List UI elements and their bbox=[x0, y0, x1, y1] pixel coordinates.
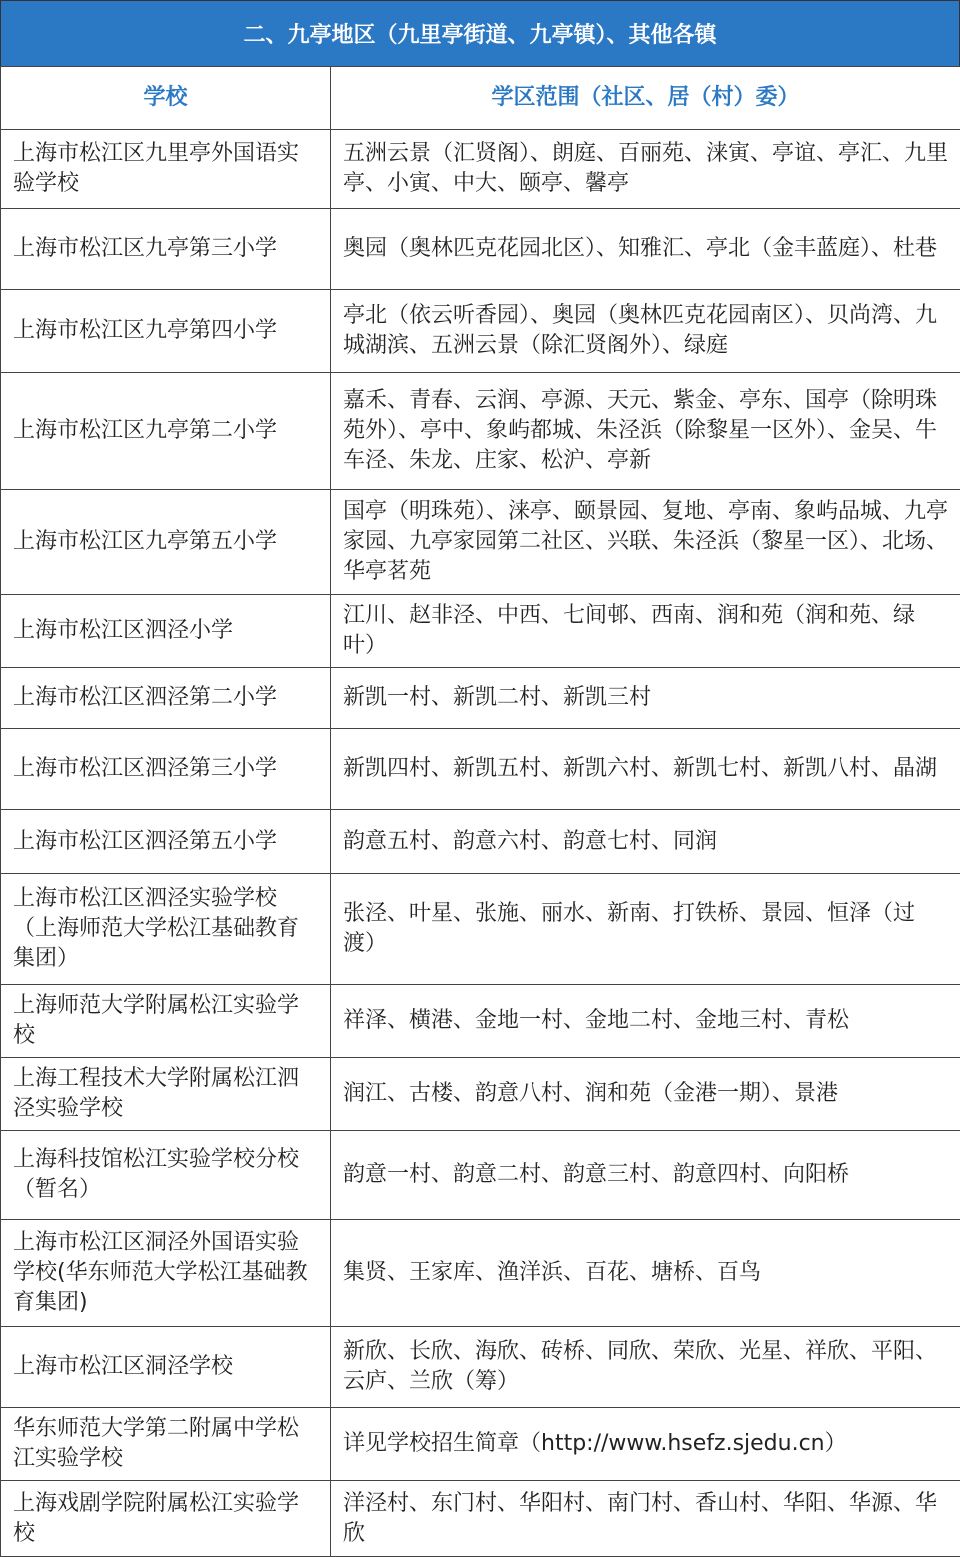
range-cell: 新欣、长欣、海欣、砖桥、同欣、荣欣、光星、祥欣、平阳、云庐、兰欣（筹） bbox=[331, 1327, 960, 1408]
table-row bbox=[1, 1220, 960, 1327]
table-row bbox=[1, 874, 960, 985]
school-cell: 上海市松江区洞泾学校 bbox=[1, 1327, 331, 1408]
table-row bbox=[1, 595, 960, 668]
header-row bbox=[1, 67, 960, 130]
table-row bbox=[1, 209, 960, 290]
school-cell: 上海师范大学附属松江实验学校 bbox=[1, 985, 331, 1058]
table-row bbox=[1, 1481, 960, 1557]
range-cell: 奥园（奥林匹克花园北区）、知雅汇、亭北（金丰蓝庭）、杜巷 bbox=[331, 209, 960, 290]
table-row bbox=[1, 729, 960, 810]
table-title: 二、九亭地区（九里亭街道、九亭镇）、其他各镇 bbox=[0, 0, 960, 66]
range-cell: 韵意五村、韵意六村、韵意七村、同润 bbox=[331, 810, 960, 874]
table-row bbox=[1, 985, 960, 1058]
range-cell: 江川、赵非泾、中西、七间邨、西南、润和苑（润和苑、绿叶） bbox=[331, 595, 960, 668]
range-cell: 国亭（明珠苑）、涞亭、颐景园、复地、亭南、象屿品城、九亭家园、九亭家园第二社区、兴联、朱泾浜（黎星一区）、北场、华亭茗苑 bbox=[331, 490, 960, 595]
school-cell: 上海科技馆松江实验学校分校（暂名） bbox=[1, 1131, 331, 1220]
school-cell: 上海市松江区泗泾第五小学 bbox=[1, 810, 331, 874]
school-cell: 上海戏剧学院附属松江实验学校 bbox=[1, 1481, 331, 1557]
table-row bbox=[1, 490, 960, 595]
table-row bbox=[1, 810, 960, 874]
table-row bbox=[1, 1058, 960, 1131]
school-cell: 华东师范大学第二附属中学松江实验学校 bbox=[1, 1408, 331, 1481]
range-cell: 新凯一村、新凯二村、新凯三村 bbox=[331, 668, 960, 729]
school-cell: 上海市松江区泗泾第三小学 bbox=[1, 729, 331, 810]
range-cell: 润江、古楼、韵意八村、润和苑（金港一期）、景港 bbox=[331, 1058, 960, 1131]
school-district-table bbox=[0, 66, 960, 1557]
range-cell: 集贤、王家库、渔洋浜、百花、塘桥、百鸟 bbox=[331, 1220, 960, 1327]
school-cell: 上海市松江区泗泾实验学校（上海师范大学松江基础教育集团） bbox=[1, 874, 331, 985]
school-cell: 上海市松江区洞泾外国语实验学校(华东师范大学松江基础教育集团) bbox=[1, 1220, 331, 1327]
table-row bbox=[1, 373, 960, 490]
range-cell: 祥泽、横港、金地一村、金地二村、金地三村、青松 bbox=[331, 985, 960, 1058]
table-row bbox=[1, 1327, 960, 1408]
table-row bbox=[1, 668, 960, 729]
school-cell: 上海市松江区九亭第二小学 bbox=[1, 373, 331, 490]
school-cell: 上海市松江区泗泾第二小学 bbox=[1, 668, 331, 729]
range-cell: 韵意一村、韵意二村、韵意三村、韵意四村、向阳桥 bbox=[331, 1131, 960, 1220]
table-row bbox=[1, 1131, 960, 1220]
school-cell: 上海市松江区九里亭外国语实验学校 bbox=[1, 130, 331, 209]
range-cell: 详见学校招生简章（http://www.hsefz.sjedu.cn） bbox=[331, 1408, 960, 1481]
table-row bbox=[1, 130, 960, 209]
range-cell: 亭北（依云听香园）、奥园（奥林匹克花园南区）、贝尚湾、九城湖滨、五洲云景（除汇贤阁外）、绿庭 bbox=[331, 290, 960, 373]
range-cell: 新凯四村、新凯五村、新凯六村、新凯七村、新凯八村、晶湖 bbox=[331, 729, 960, 810]
table-row bbox=[1, 1408, 960, 1481]
range-cell: 张泾、叶星、张施、丽水、新南、打铁桥、景园、恒泽（过渡） bbox=[331, 874, 960, 985]
range-cell: 洋泾村、东门村、华阳村、南门村、香山村、华阳、华源、华欣 bbox=[331, 1481, 960, 1557]
table-body bbox=[1, 130, 960, 1557]
school-cell: 上海市松江区九亭第五小学 bbox=[1, 490, 331, 595]
header-range: 学区范围（社区、居（村）委） bbox=[331, 67, 960, 130]
table-row bbox=[1, 290, 960, 373]
header-school: 学校 bbox=[1, 67, 331, 130]
school-cell: 上海市松江区九亭第三小学 bbox=[1, 209, 331, 290]
range-cell: 嘉禾、青春、云润、亭源、天元、紫金、亭东、国亭（除明珠苑外）、亭中、象屿都城、朱泾浜（除黎星一区外）、金吴、牛车泾、朱龙、庄家、松沪、亭新 bbox=[331, 373, 960, 490]
school-cell: 上海市松江区九亭第四小学 bbox=[1, 290, 331, 373]
range-cell: 五洲云景（汇贤阁）、朗庭、百丽苑、涞寅、亭谊、亭汇、九里亭、小寅、中大、颐亭、馨亭 bbox=[331, 130, 960, 209]
school-cell: 上海工程技术大学附属松江泗泾实验学校 bbox=[1, 1058, 331, 1131]
school-cell: 上海市松江区泗泾小学 bbox=[1, 595, 331, 668]
